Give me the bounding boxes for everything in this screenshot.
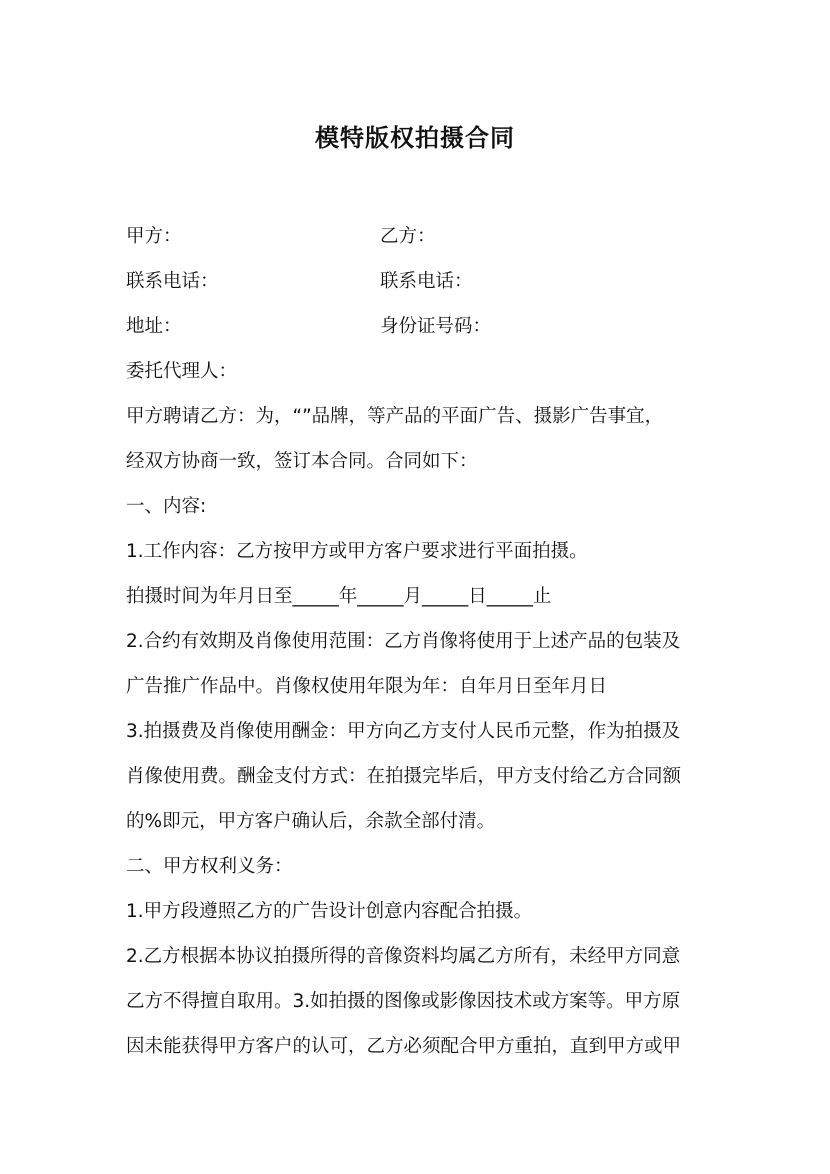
phone-row xyxy=(126,259,716,304)
paragraph-line: 1.工作内容：乙方按甲方或甲方客户要求进行平面拍摄。 xyxy=(126,541,588,562)
paragraph-line: 3.拍摄费及肖像使用酬金：甲方向乙方支付人民币元整，作为拍摄及 xyxy=(126,721,681,742)
paragraph-line: 2.乙方根据本协议拍摄所得的音像资料均属乙方所有，未经甲方同意 xyxy=(126,946,681,967)
contract-body xyxy=(126,214,716,1069)
section-heading: 一、内容: xyxy=(126,496,207,517)
paragraph-line: 经双方协商一致，签订本合同。合同如下： xyxy=(126,451,478,472)
paragraph-line: 广告推广作品中。肖像权使用年限为年：自年月日至年月日 xyxy=(126,676,608,697)
party-row xyxy=(126,214,716,259)
document-title: 模特版权拍摄合同 xyxy=(315,124,515,152)
paragraph-line: 因未能获得甲方客户的认可，乙方必须配合甲方重拍，直到甲方或甲 xyxy=(126,1036,682,1057)
paragraph-line: 2.合约有效期及肖像使用范围：乙方肖像将使用于上述产品的包装及 xyxy=(126,631,681,652)
id-number-label: 身份证号码： xyxy=(380,316,492,337)
party-a-label: 甲方： xyxy=(126,226,182,247)
paragraph-line: 拍摄时间为年月日至_____年_____月_____日_____止 xyxy=(126,586,552,607)
address-row xyxy=(126,304,716,349)
party-b-label: 乙方： xyxy=(380,226,436,247)
address-label: 地址： xyxy=(126,316,182,337)
agent-line: 委托代理人： xyxy=(126,361,238,382)
paragraph-line: 甲方聘请乙方：为，“”品牌，等产品的平面广告、摄影广告事宜， xyxy=(126,406,664,427)
phone-b-label: 联系电话： xyxy=(380,271,473,292)
paragraph-line: 肖像使用费。酬金支付方式：在拍摄完毕后，甲方支付给乙方合同额 xyxy=(126,766,682,787)
section-heading: 二、甲方权利义务： xyxy=(126,856,293,877)
paragraph-line: 1.甲方段遵照乙方的广告设计创意内容配合拍摄。 xyxy=(126,901,533,922)
phone-a-label: 联系电话： xyxy=(126,271,219,292)
paragraph-line: 乙方不得擅自取用。3.如拍摄的图像或影像因技术或方案等。甲方原 xyxy=(126,991,681,1012)
paragraph-line: 的%即元，甲方客户确认后，余款全部付清。 xyxy=(126,811,496,832)
